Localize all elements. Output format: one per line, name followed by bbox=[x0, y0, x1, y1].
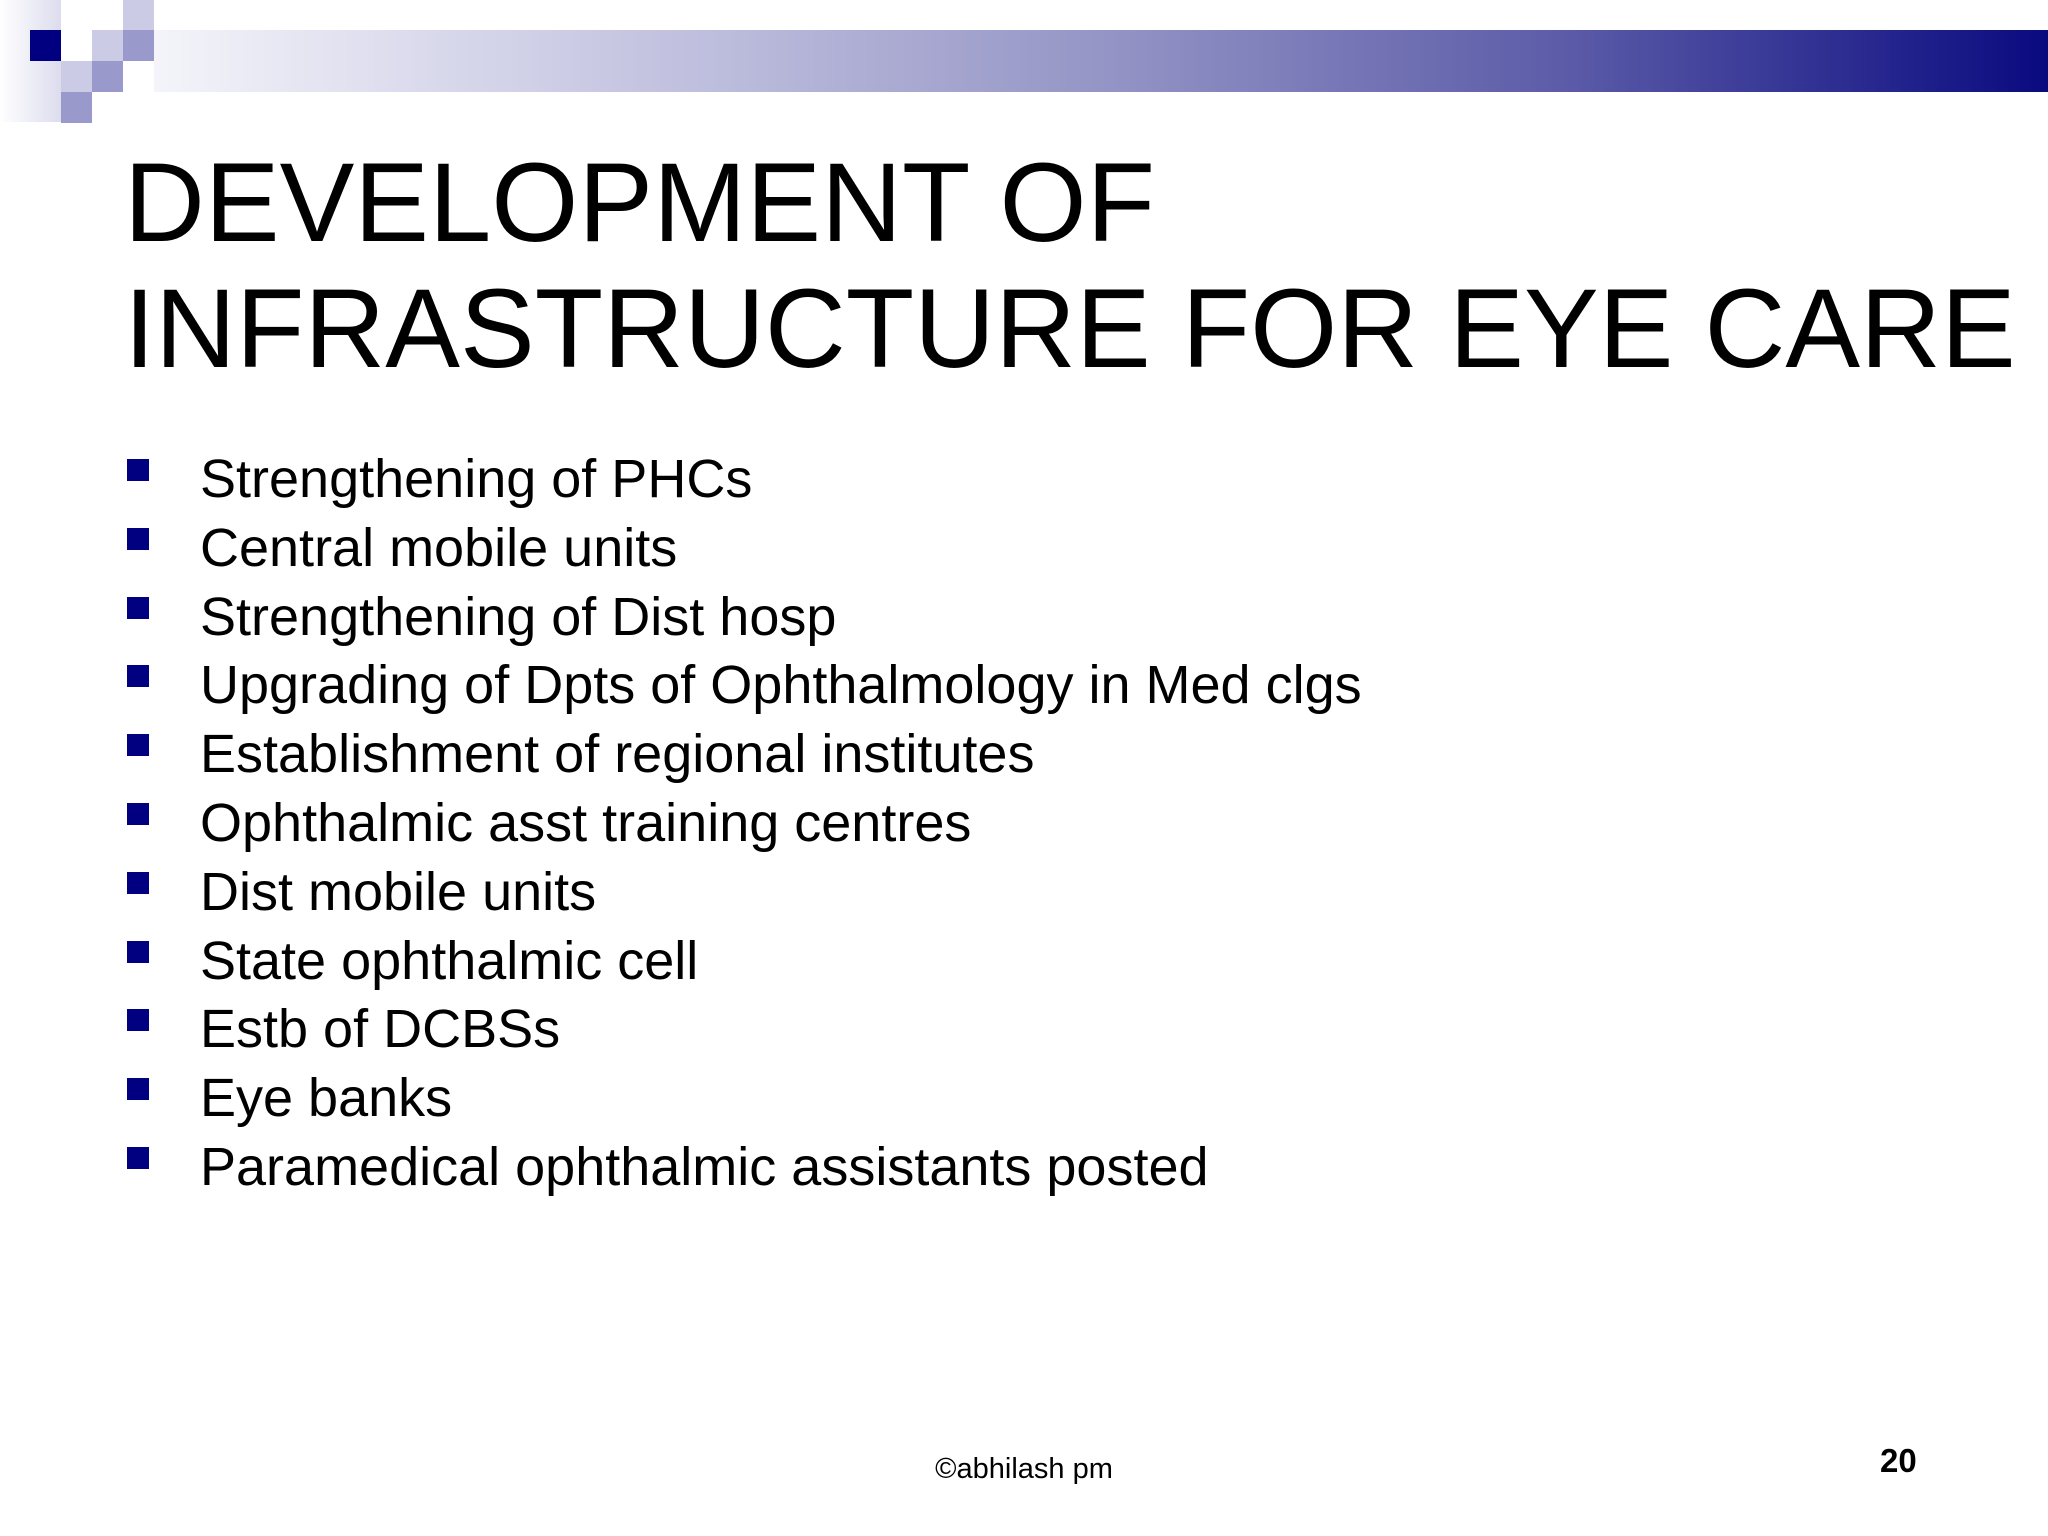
list-item-text: Ophthalmic asst training centres bbox=[200, 792, 972, 853]
list-item bbox=[124, 583, 1362, 652]
bullet-list bbox=[124, 445, 1362, 1202]
list-item-text: Central mobile units bbox=[200, 517, 678, 578]
square-bullet-icon bbox=[127, 941, 149, 963]
list-item bbox=[124, 514, 1362, 583]
title-line: INFRASTRUCTURE FOR EYE CARE bbox=[124, 266, 2016, 391]
square-bullet-icon bbox=[127, 1078, 149, 1100]
list-item-text: Paramedical ophthalmic assistants posted bbox=[200, 1136, 1209, 1197]
square-bullet-icon bbox=[127, 803, 149, 825]
list-item bbox=[124, 1133, 1362, 1202]
title-line: DEVELOPMENT OF bbox=[124, 140, 1156, 265]
list-item bbox=[124, 445, 1362, 514]
decorative-square bbox=[30, 30, 61, 61]
list-item-text: Eye banks bbox=[200, 1068, 453, 1129]
list-item-text: Dist mobile units bbox=[200, 861, 597, 922]
list-item-text: State ophthalmic cell bbox=[200, 930, 699, 991]
list-item bbox=[124, 651, 1362, 720]
list-item bbox=[124, 789, 1362, 858]
decorative-square bbox=[92, 61, 123, 92]
decorative-fade bbox=[0, 0, 61, 122]
decorative-square bbox=[123, 30, 154, 61]
square-bullet-icon bbox=[127, 665, 149, 687]
list-item bbox=[124, 720, 1362, 789]
square-bullet-icon bbox=[127, 734, 149, 756]
square-bullet-icon bbox=[127, 459, 149, 481]
slide-title bbox=[124, 140, 2016, 392]
decorative-square bbox=[123, 0, 154, 31]
list-item bbox=[124, 1064, 1362, 1133]
list-item-text: Strengthening of PHCs bbox=[200, 449, 753, 509]
square-bullet-icon bbox=[127, 528, 149, 550]
list-item-text: Establishment of regional institutes bbox=[200, 724, 1035, 785]
decorative-square bbox=[61, 92, 92, 123]
square-bullet-icon bbox=[127, 1147, 149, 1169]
header-gradient-band bbox=[154, 30, 2048, 92]
list-item bbox=[124, 995, 1362, 1064]
list-item bbox=[124, 858, 1362, 927]
square-bullet-icon bbox=[127, 597, 149, 619]
square-bullet-icon bbox=[127, 1009, 149, 1031]
square-bullet-icon bbox=[127, 872, 149, 894]
page-number: 20 bbox=[1880, 1442, 1917, 1479]
decorative-square bbox=[61, 61, 92, 92]
list-item-text: Upgrading of Dpts of Ophthalmology in Med clgs bbox=[200, 655, 1362, 716]
decorative-square bbox=[92, 30, 123, 61]
list-item bbox=[124, 927, 1362, 996]
list-item-text: Estb of DCBSs bbox=[200, 999, 561, 1060]
footer-credit: ©abhilash pm bbox=[935, 1453, 1113, 1485]
list-item-text: Strengthening of Dist hosp bbox=[200, 586, 837, 647]
